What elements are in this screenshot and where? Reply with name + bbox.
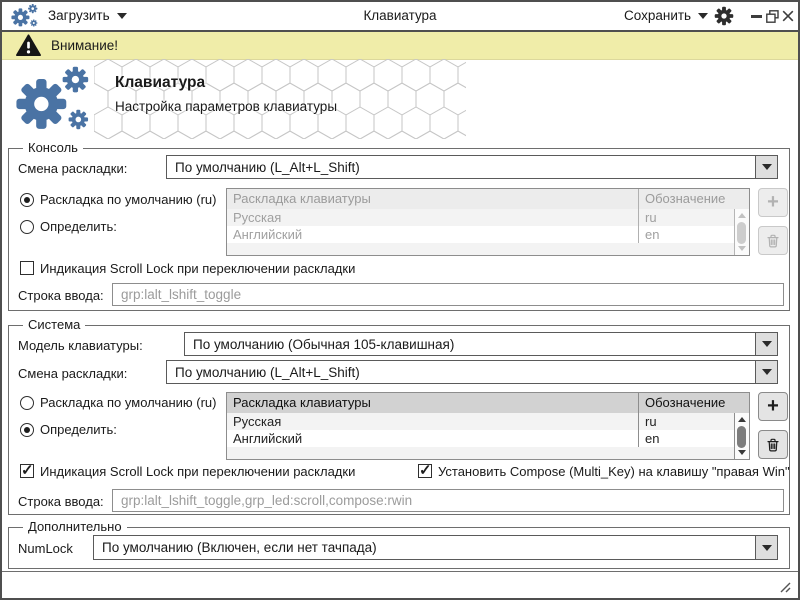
numlock-value: По умолчанию (Включен, если нет тачпада) [102,540,377,555]
warning-banner [2,32,798,60]
console-switch-value: По умолчанию (L_Alt+L_Shift) [175,159,360,175]
system-group-legend: Система [23,317,85,333]
scroll-thumb [737,222,746,244]
warning-icon [16,34,41,57]
save-menu-label: Сохранить [624,8,692,23]
check-icon: ✓ [419,462,432,479]
table-row [227,209,749,226]
cell-code: ru [638,413,749,430]
resize-grip[interactable] [776,578,792,594]
console-input-string[interactable]: grp:lalt_lshift_toggle [112,283,784,306]
minimize-button[interactable] [750,8,763,24]
numlock-combobox[interactable] [93,535,778,560]
app-gears-logo-icon [10,3,40,29]
plus-icon: + [767,394,779,417]
console-layouts-table [226,188,750,256]
check-icon: ✓ [21,462,34,479]
system-switch-value: По умолчанию (L_Alt+L_Shift) [175,364,360,380]
system-input-string[interactable]: grp:lalt_lshift_toggle,grp_led:scroll,compose:rwin [112,489,784,512]
scroll-up-icon [738,213,746,218]
console-input-label: Строка ввода: [18,288,104,303]
cell-layout: Русская [233,414,282,429]
cell-layout: Английский [233,431,303,446]
table-row[interactable] [227,413,749,430]
system-scrolllock-checkbox[interactable] [20,464,34,478]
table-row [227,226,749,243]
console-switch-label: Смена раскладки: [18,161,128,176]
system-input-label: Строка ввода: [18,494,104,509]
column-header-layout: Раскладка клавиатуры [227,189,638,209]
system-model-value: По умолчанию (Обычная 105-клавишная) [193,336,455,352]
scroll-up-icon[interactable] [738,417,746,422]
column-header-layout: Раскладка клавиатуры [227,393,638,413]
system-radio-define[interactable] [20,423,34,437]
cell-layout: Английский [233,227,303,242]
save-menu-button[interactable] [624,8,708,23]
console-scrolllock-checkbox[interactable] [20,261,34,275]
title-bar [2,2,798,32]
page-title: Клавиатура [115,74,206,91]
console-radio-define[interactable] [20,220,34,234]
close-icon [782,10,794,22]
warning-text: Внимание! [51,38,119,53]
load-menu-label: Загрузить [48,8,110,23]
console-switch-combobox[interactable] [166,155,778,179]
system-model-combobox[interactable] [184,332,778,356]
system-radio-default-label: Раскладка по умолчанию (ru) [40,395,217,410]
statusbar-divider [2,571,798,572]
cell-code: en [638,430,749,447]
chevron-down-icon [117,13,127,19]
column-header-code: Обозначение [638,393,749,413]
table-filler-row [227,447,749,460]
chevron-down-icon[interactable] [755,333,777,355]
system-compose-checkbox[interactable] [418,464,432,478]
console-scrolllock-label: Индикация Scroll Lock при переключении раскладки [40,261,356,276]
settings-gear-button[interactable] [714,6,734,26]
additional-group-legend: Дополнительно [23,519,127,535]
system-layouts-table [226,392,750,460]
system-switch-label: Смена раскладки: [18,366,128,381]
cell-code: en [638,226,749,243]
system-model-label: Модель клавиатуры: [18,338,143,353]
system-switch-combobox[interactable] [166,360,778,384]
console-group-legend: Консоль [23,140,83,156]
restore-icon [766,10,779,23]
system-delete-layout-button[interactable] [758,430,788,459]
cell-layout: Русская [233,210,282,225]
console-delete-layout-button [758,226,788,255]
cell-code: ru [638,209,749,226]
window-title: Клавиатура [363,8,437,23]
maximize-button[interactable] [766,9,779,23]
scroll-thumb[interactable] [737,426,746,448]
console-radio-default-label: Раскладка по умолчанию (ru) [40,192,217,207]
scroll-down-icon [738,246,746,251]
chevron-down-icon[interactable] [755,156,777,178]
table-filler-row [227,243,749,256]
table-row[interactable] [227,430,749,447]
load-menu-button[interactable] [48,8,127,23]
chevron-down-icon [698,13,708,19]
chevron-down-icon[interactable] [755,361,777,383]
table-scrollbar[interactable] [734,413,749,459]
console-radio-default[interactable] [20,193,34,207]
scroll-down-icon[interactable] [738,450,746,455]
system-radio-define-label: Определить: [40,422,117,437]
trash-icon [765,437,781,453]
console-radio-define-label: Определить: [40,219,117,234]
hero-gears-icon [12,64,96,136]
column-header-code: Обозначение [638,189,749,209]
close-button[interactable] [781,9,794,23]
system-scrolllock-label: Индикация Scroll Lock при переключении раскладки [40,464,356,479]
plus-icon: + [767,190,779,213]
table-header [227,189,749,209]
system-radio-default[interactable] [20,396,34,410]
system-compose-label: Установить Compose (Multi_Key) на клавишу "правая Win" [438,464,790,479]
table-scrollbar [734,209,749,255]
minimize-icon [751,15,762,18]
trash-icon [765,233,781,249]
table-header [227,393,749,413]
page-subtitle: Настройка параметров клавиатуры [115,99,338,114]
chevron-down-icon[interactable] [755,536,777,559]
console-add-layout-button [758,188,788,217]
numlock-label: NumLock [18,541,73,556]
system-add-layout-button[interactable] [758,392,788,421]
